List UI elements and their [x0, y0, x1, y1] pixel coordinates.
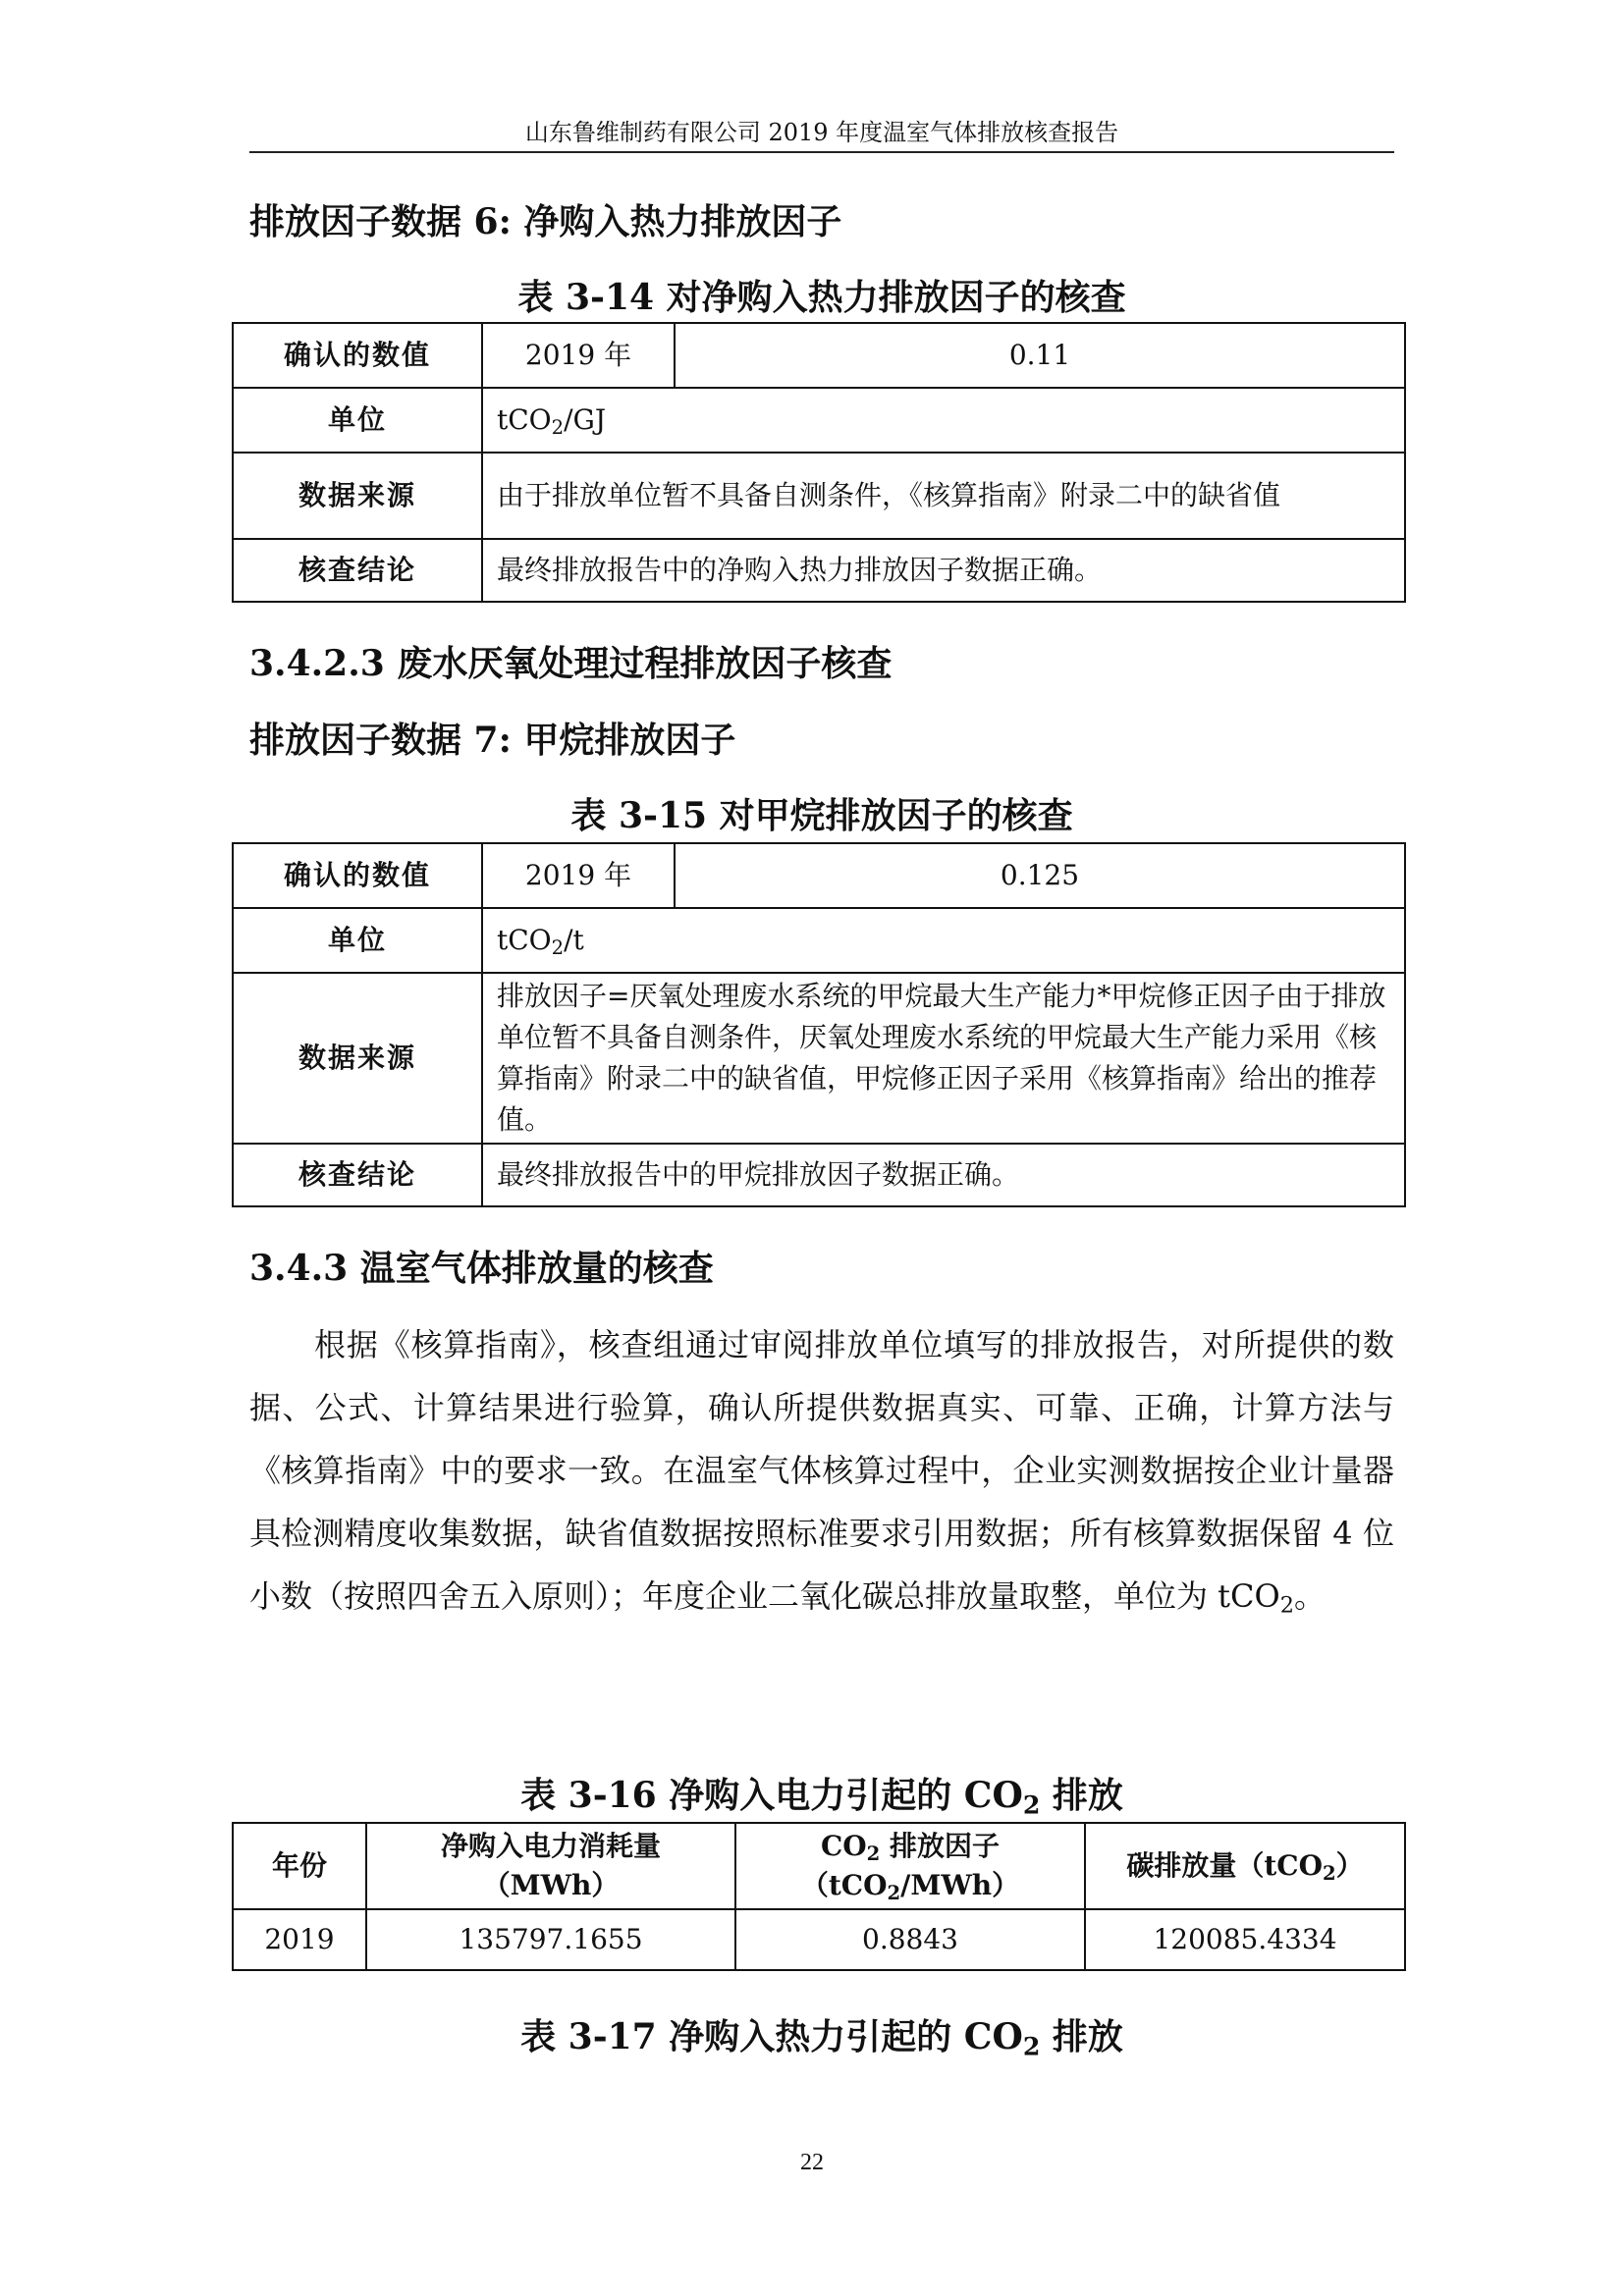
heading-3-4-2-3: 3.4.2.3 废水厌氧处理过程排放因子核查 [249, 643, 893, 684]
year-cell: 2019 年 [482, 843, 675, 908]
table-3-16-caption: 表 3-16 净购入电力引起的 $CO_2$ 排放 [520, 1775, 1123, 1820]
unit-cell: tCO$_2$/t [482, 908, 1405, 973]
table-3-14-caption: 表 3-14 对净购入热力排放因子的核查 [517, 277, 1126, 318]
cell-year: 2019 [233, 1909, 366, 1970]
col-header-factor: $CO_2$ 排放因子 （tCO$_2$/MWh） [735, 1823, 1085, 1909]
label-conclusion: 核查结论 [233, 539, 482, 602]
label-confirmed-value: 确认的数值 [233, 323, 482, 388]
body-paragraph: 根据《核算指南》，核查组通过审阅排放单位填写的排放报告，对所提供的数据、公式、计算结果进行验算，确认所提供数据真实、可靠、正确，计算方法与《核算指南》中的要求一致。在温室气体核算过程中，企业实测数据按企业计量器具检测精度收集数据，缺省值数据按照标准要求引用数据；所有核算数据保留 4 位小数（按照四舍五入原则）；年度企业二氧化碳总排放量取整，单位为 tCO$_2$。 [249, 1326, 1394, 1619]
label-unit: 单位 [233, 388, 482, 453]
table-3-16 [232, 1822, 1406, 1971]
label-data-source: 数据来源 [233, 453, 482, 539]
table-3-15 [232, 842, 1406, 1207]
year-cell: 2019 年 [482, 323, 675, 388]
label-confirmed-value: 确认的数值 [233, 843, 482, 908]
table-row [233, 1909, 1405, 1970]
unit-cell: tCO$_2$/GJ [482, 388, 1405, 453]
value-cell: 0.125 [675, 843, 1405, 908]
heading-3-4-3: 3.4.3 温室气体排放量的核查 [249, 1248, 714, 1289]
value-cell: 0.11 [675, 323, 1405, 388]
cell-emission: 120085.4334 [1085, 1909, 1405, 1970]
conclusion-cell: 最终排放报告中的净购入热力排放因子数据正确。 [482, 539, 1405, 602]
cell-factor: 0.8843 [735, 1909, 1085, 1970]
col-header-consumption: 净购入电力消耗量 （MWh） [366, 1823, 735, 1909]
page-number: 22 [800, 2150, 824, 2175]
col-header-year: 年份 [233, 1823, 366, 1909]
cell-consumption: 135797.1655 [366, 1909, 735, 1970]
label-data-source: 数据来源 [233, 973, 482, 1144]
header-rule [249, 151, 1394, 153]
source-cell: 排放因子=厌氧处理废水系统的甲烷最大生产能力*甲烷修正因子由于排放单位暂不具备自测条件，厌氧处理废水系统的甲烷最大生产能力采用《核算指南》附录二中的缺省值，甲烷修正因子采用《核算指南》给出的推荐值。 [482, 973, 1405, 1144]
conclusion-cell: 最终排放报告中的甲烷排放因子数据正确。 [482, 1144, 1405, 1206]
running-header: 山东鲁维制药有限公司 2019 年度温室气体排放核查报告 [524, 119, 1119, 146]
col-header-emission: 碳排放量（tCO$_2$） [1085, 1823, 1405, 1909]
table-3-17-caption: 表 3-17 净购入热力引起的 $CO_2$ 排放 [520, 2016, 1123, 2061]
heading-emission-factor-7: 排放因子数据 7: 甲烷排放因子 [249, 720, 736, 761]
label-unit: 单位 [233, 908, 482, 973]
heading-emission-factor-6: 排放因子数据 6: 净购入热力排放因子 [249, 201, 842, 242]
label-conclusion: 核查结论 [233, 1144, 482, 1206]
table-3-14 [232, 322, 1406, 603]
table-3-15-caption: 表 3-15 对甲烷排放因子的核查 [570, 795, 1073, 836]
source-cell: 由于排放单位暂不具备自测条件，《核算指南》附录二中的缺省值 [482, 453, 1405, 539]
